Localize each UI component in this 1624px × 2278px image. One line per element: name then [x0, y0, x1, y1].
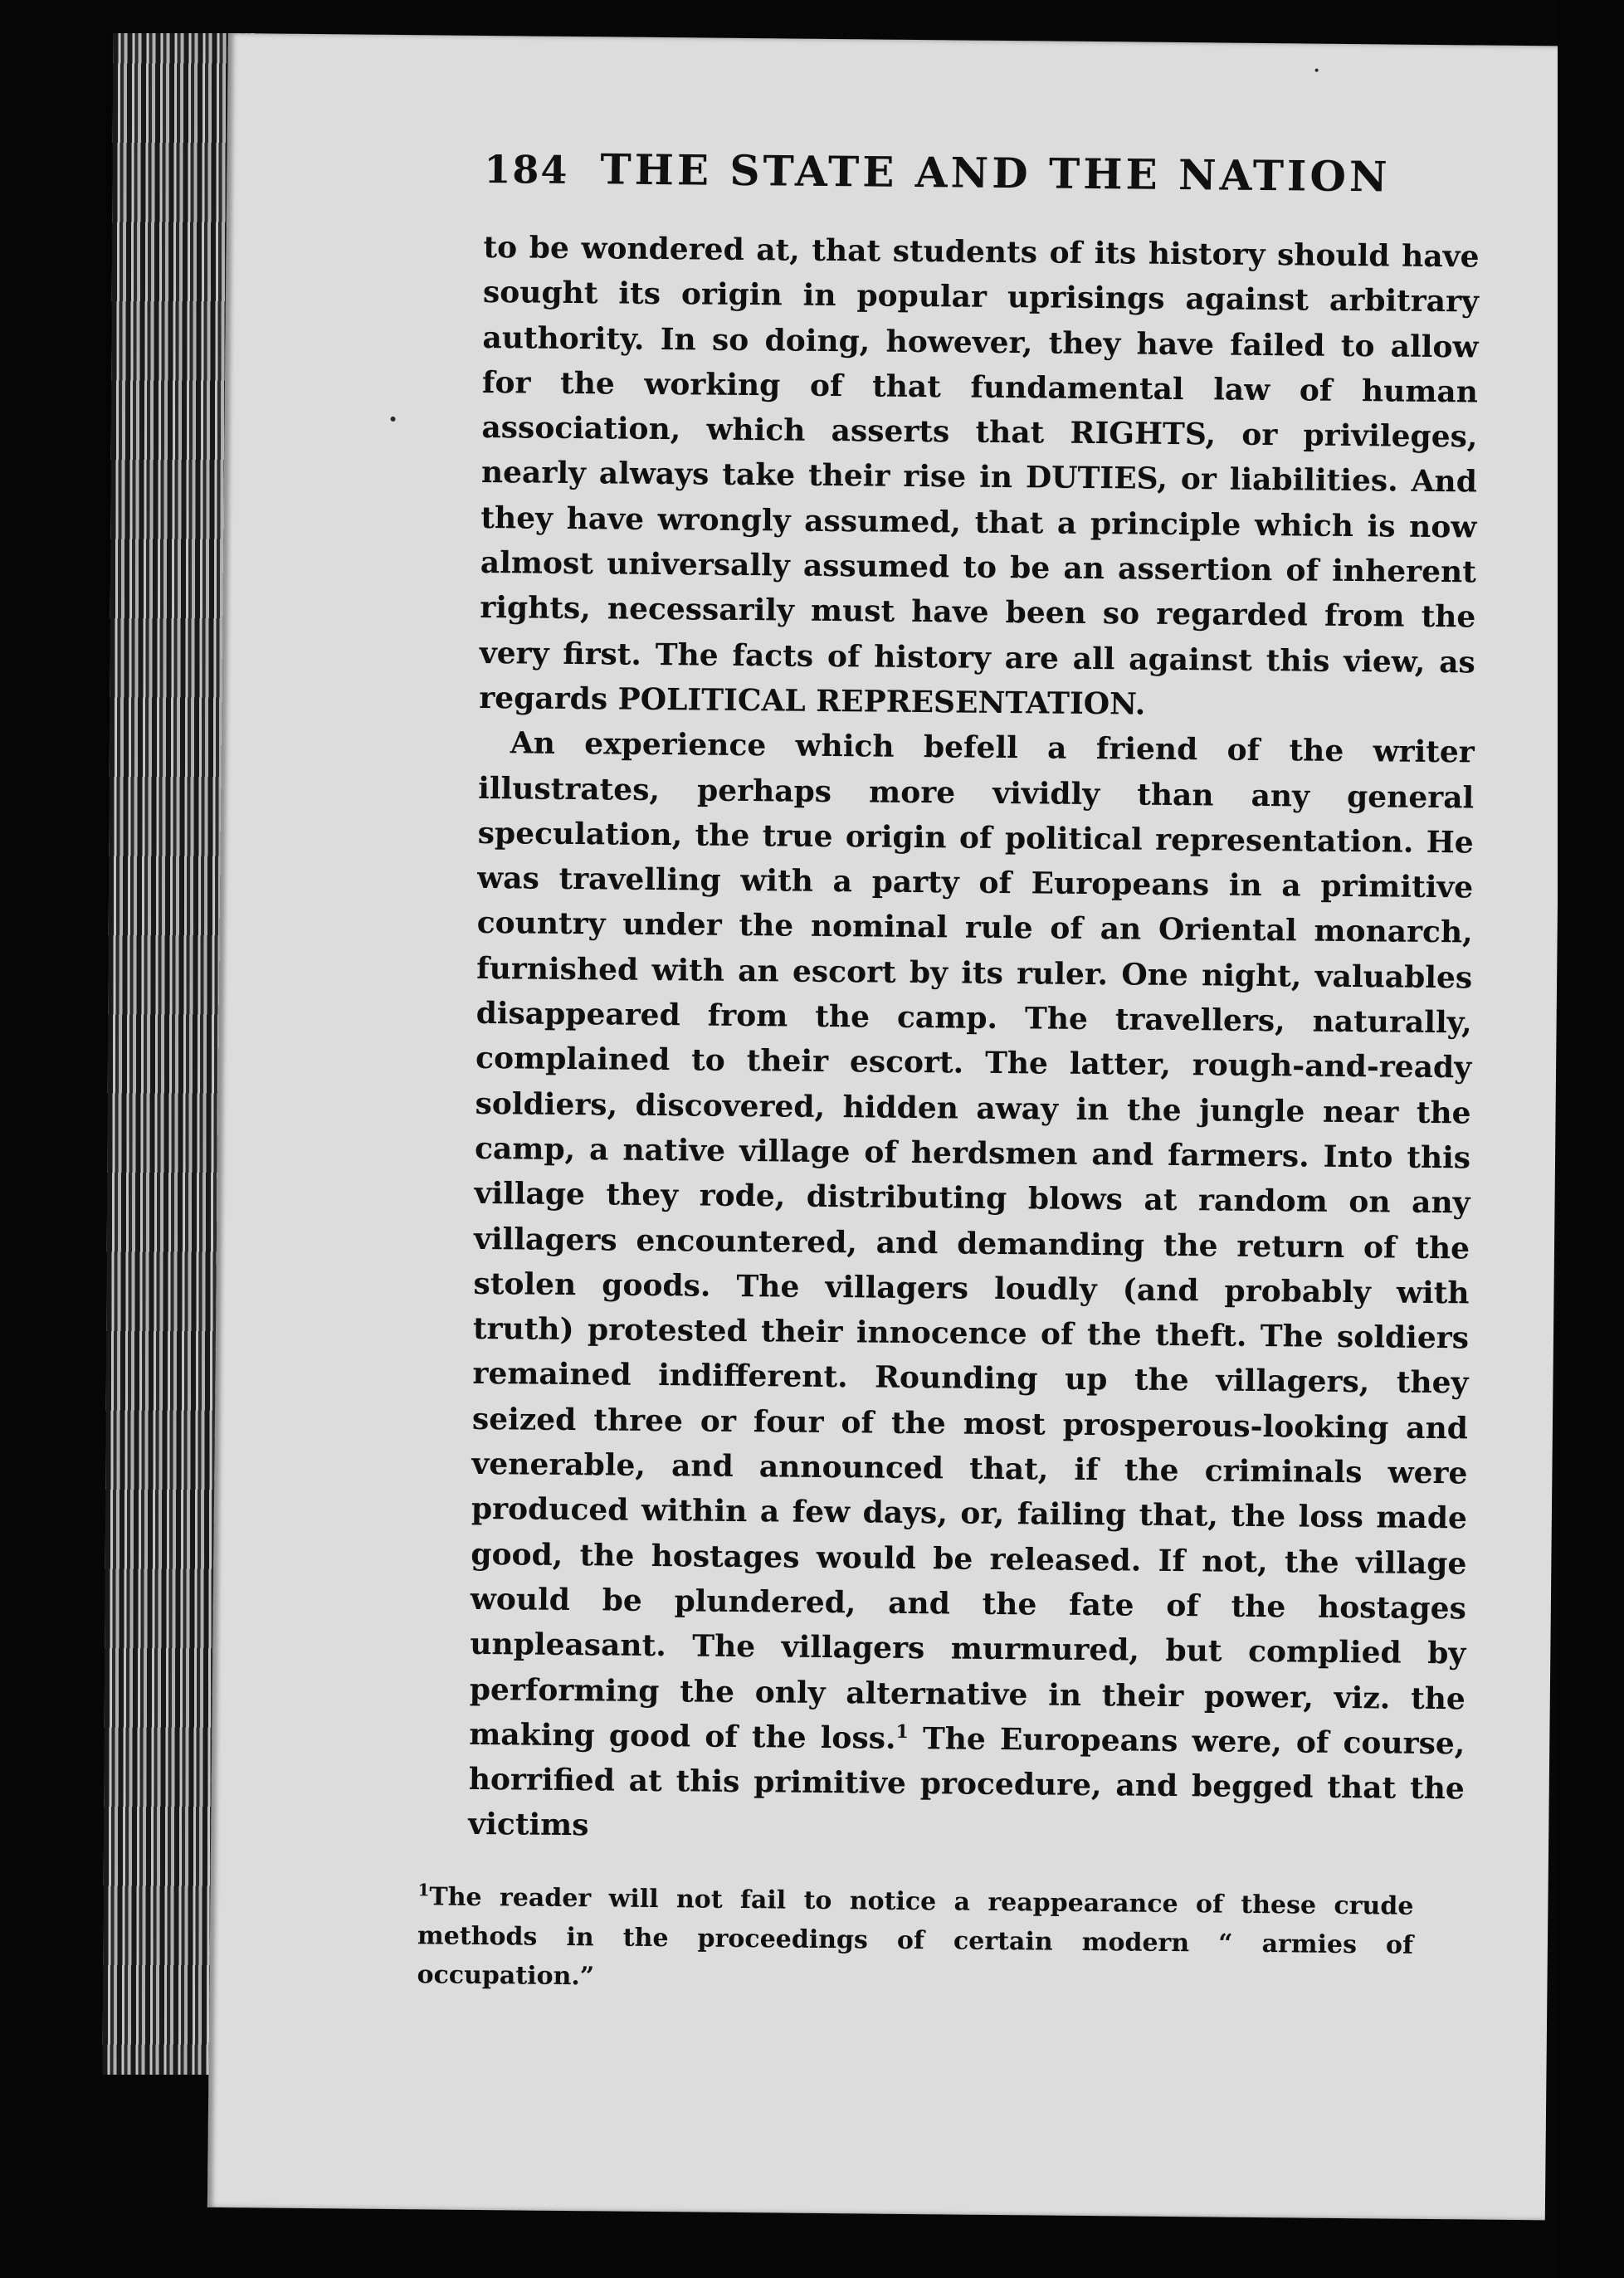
- paragraph: to be wondered at, that students of its history should have sought its origin in popular uprisings against arbitrary authority. In so doing, however, they have failed to allow for the working of that fundamental law of human association, which asserts that RIGHTS, or privileges, nearly always take their rise in DUTIES, or liabilities. And they have wrongly assumed, that a principle which is now almost universally assumed to be an assertion of inherent rights, necessarily must have been so regarded from the very first. The facts of history are all against this view, as regards POLITICAL REPRESENTATION.: [479, 229, 1480, 722]
- scan-speck: [1315, 69, 1319, 72]
- footnote-mark: 1: [417, 1880, 430, 1900]
- paragraph-text: The Europeans were, of course, horrified at this primitive procedure, and begged that the victims: [468, 1720, 1466, 1843]
- running-head: THE STATE AND THE NATION: [600, 144, 1391, 202]
- paragraph: [468, 720, 1475, 1856]
- scan-speck: [391, 417, 396, 422]
- scan-border-right: [1558, 0, 1624, 2278]
- book-page: [207, 33, 1566, 2220]
- page-number: 184: [484, 146, 569, 193]
- paragraph-text: An experience which befell a friend of the writer illustrates, perhaps more vividly than any general speculation, the true origin of political representation. He was travelling with a party of Europeans in a primitive country under the nominal rule of an Oriental monarch, furnished with an escort by its ruler. One night, valuables disappeared from the camp. The travellers, naturally, complained to their escort. The latter, rough-and-ready soldiers, discovered, hidden away in the jungle near the camp, a native village of herdsmen and farmers. Into this village they rode, distributing blows at random on any villagers encountered, and demanding the return of the stolen goods. The villagers loudly (and probably with truth) protested their innocence of the theft. The soldiers remained indifferent. Rounding up the villagers, they seized three or four of the most prosperous-looking and venerable, and announced that, if the criminals were produced within a few days, or, failing that, the loss made good, the hostages would be released. If not, the village would be plundered, and the fate of the hostages unpleasant. The villagers murmured, but complied by performing the only alternative in their power, viz. the making good of the loss.: [469, 725, 1475, 1756]
- footnote-text: The reader will not fail to notice a reappearance of these crude methods in the proceedings of certain modern “ armies of occupation.”: [417, 1882, 1414, 1992]
- footnote-reference: 1: [895, 1720, 910, 1743]
- body-text: [468, 225, 1480, 1856]
- page-header: [484, 144, 1480, 228]
- footnote: [417, 1877, 1413, 2004]
